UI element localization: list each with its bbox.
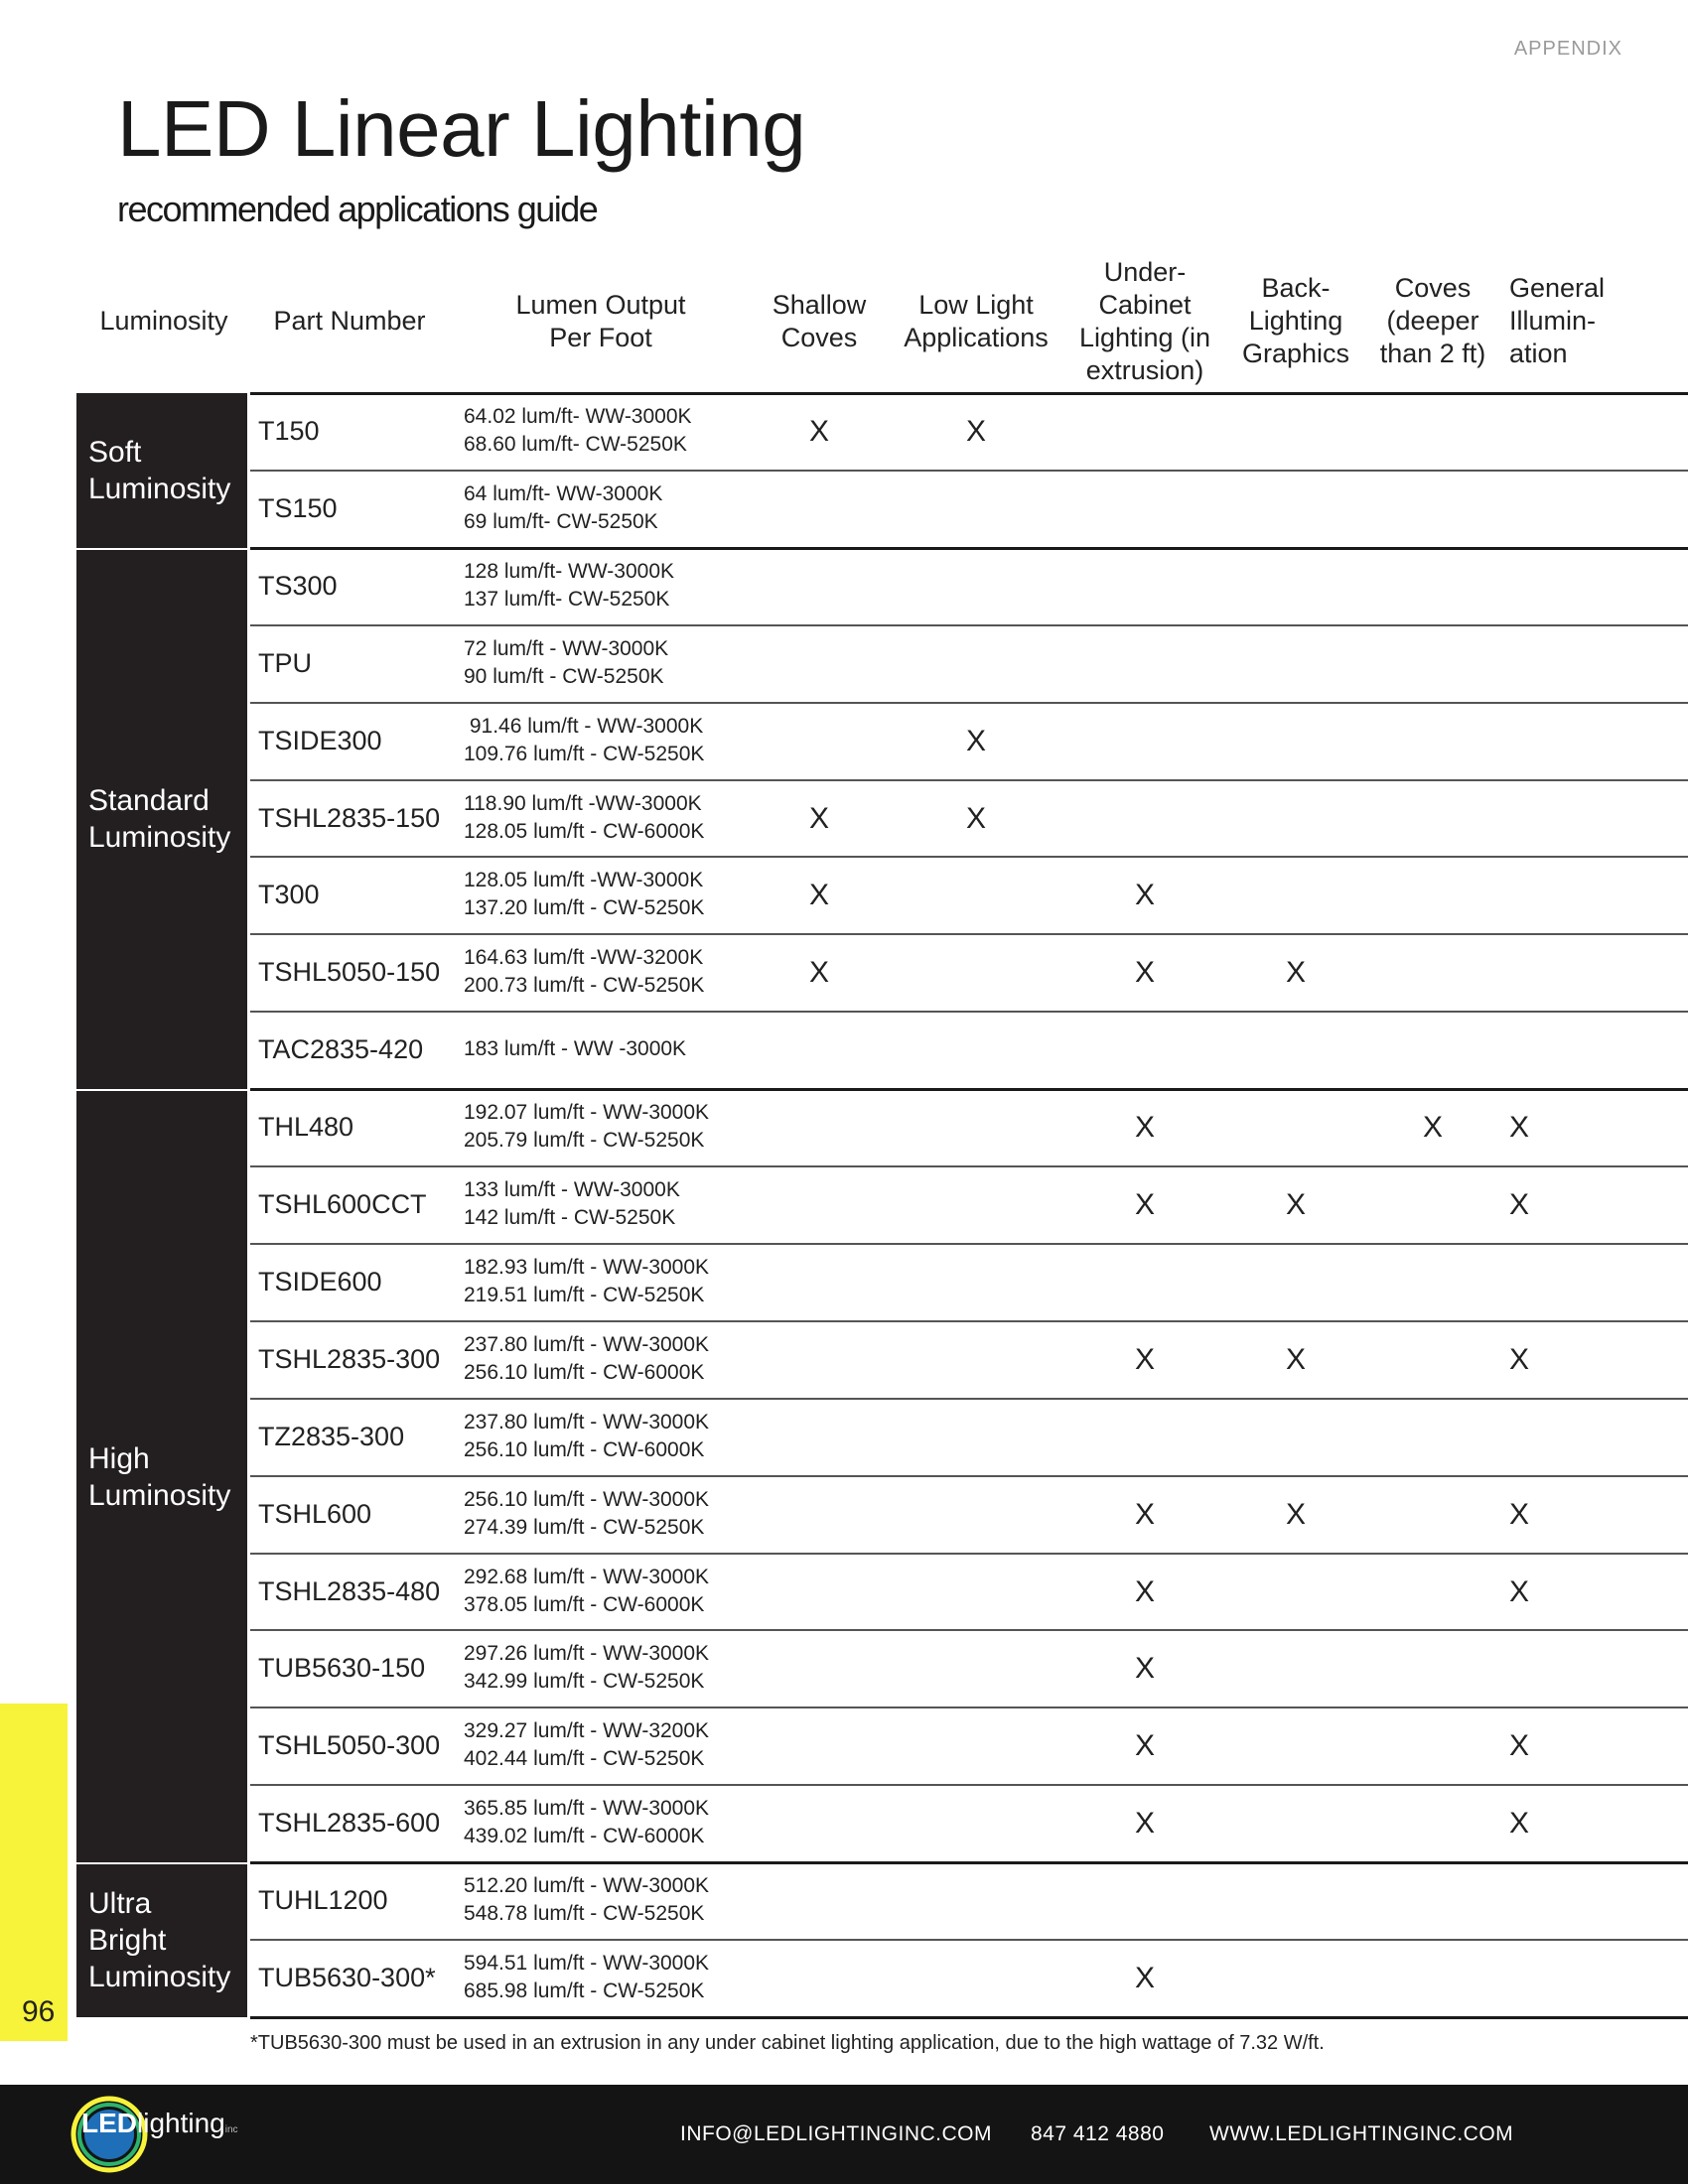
luminosity-group-label: Soft Luminosity xyxy=(88,435,231,505)
lumen-line: 64.02 lum/ft- WW-3000K xyxy=(464,405,692,428)
table-row xyxy=(250,393,1688,470)
lumen-line: 72 lum/ft - WW-3000K xyxy=(464,636,669,660)
lumen-line: 142 lum/ft - CW-5250K xyxy=(464,1206,676,1229)
lumen-line: 292.68 lum/ft - WW-3000K xyxy=(464,1565,710,1588)
row-divider xyxy=(250,1475,1688,1477)
part-number: TZ2835-300 xyxy=(258,1421,405,1451)
lumen-line: 256.10 lum/ft - WW-3000K xyxy=(464,1487,710,1511)
lumen-line: 182.93 lum/ft - WW-3000K xyxy=(464,1255,710,1279)
header-luminosity: Luminosity xyxy=(99,306,228,336)
lumen-output xyxy=(464,1564,709,1619)
row-divider xyxy=(250,1553,1688,1555)
part-number: THL480 xyxy=(258,1112,354,1143)
logo-lighting-text: lighting xyxy=(137,2108,225,2138)
part-number: TSHL5050-150 xyxy=(258,957,441,988)
footer-email-link[interactable]: INFO@LEDLIGHTINGINC.COM xyxy=(680,2122,993,2145)
header-lumen-output: Lumen Output Per Foot xyxy=(515,290,686,352)
lumen-output xyxy=(464,635,668,691)
table-row xyxy=(250,548,1688,624)
lumen-line: 133 lum/ft - WW-3000K xyxy=(464,1178,680,1201)
row-divider xyxy=(250,702,1688,704)
application-mark: X xyxy=(1134,1497,1155,1531)
header-part-number: Part Number xyxy=(273,306,426,336)
luminosity-group-label: Standard Luminosity xyxy=(88,784,231,855)
lumen-line: 137.20 lum/ft - CW-5250K xyxy=(464,896,705,920)
luminosity-group xyxy=(76,393,247,548)
application-mark: X xyxy=(808,415,829,448)
lumen-line: 297.26 lum/ft - WW-3000K xyxy=(464,1642,710,1666)
part-number: T300 xyxy=(258,880,320,910)
row-divider xyxy=(250,1320,1688,1322)
table-row xyxy=(250,1862,1688,1939)
lumen-line: 512.20 lum/ft - WW-3000K xyxy=(464,1874,710,1898)
lumen-output xyxy=(464,944,704,1000)
lumen-line: 118.90 lum/ft -WW-3000K xyxy=(464,791,702,815)
lumen-output xyxy=(464,1950,709,2005)
lumen-line: 183 lum/ft - WW -3000K xyxy=(464,1037,687,1061)
lumen-line: 128.05 lum/ft - CW-6000K xyxy=(464,819,705,843)
lumen-line: 200.73 lum/ft - CW-5250K xyxy=(464,974,705,998)
table-row xyxy=(250,1554,1688,1630)
lumen-output xyxy=(464,867,704,922)
lumen-line: 219.51 lum/ft - CW-5250K xyxy=(464,1283,705,1306)
application-mark: X xyxy=(1422,1111,1443,1145)
page-title: LED Linear Lighting xyxy=(117,84,806,173)
luminosity-group-label: Ultra Bright Luminosity xyxy=(88,1887,231,1994)
application-mark: X xyxy=(1134,1111,1155,1145)
lumen-output xyxy=(464,713,704,768)
application-mark: X xyxy=(1508,1188,1529,1221)
part-number: TS300 xyxy=(258,570,338,601)
application-mark: X xyxy=(1285,1497,1306,1531)
lumen-output xyxy=(464,1795,709,1850)
lumen-line: 68.60 lum/ft- CW-5250K xyxy=(464,433,687,456)
table-row xyxy=(250,625,1688,702)
page-number: 96 xyxy=(22,1995,56,2028)
part-number: TSHL5050-300 xyxy=(258,1730,441,1761)
lumen-line: 378.05 lum/ft - CW-6000K xyxy=(464,1592,705,1616)
application-mark: X xyxy=(1508,1497,1529,1531)
application-mark: X xyxy=(1134,956,1155,990)
logo-inc-text: inc xyxy=(224,2124,238,2135)
application-mark: X xyxy=(965,724,986,757)
table-row xyxy=(250,934,1688,1011)
lumen-line: 439.02 lum/ft - CW-6000K xyxy=(464,1825,705,1848)
header-back-lighting: Back- Lighting Graphics xyxy=(1241,273,1350,368)
lumen-line: 256.10 lum/ft - CW-6000K xyxy=(464,1360,705,1384)
lumen-line: 402.44 lum/ft - CW-5250K xyxy=(464,1747,705,1771)
lumen-line: 274.39 lum/ft - CW-5250K xyxy=(464,1515,705,1539)
lumen-line: 64 lum/ft- WW-3000K xyxy=(464,481,663,505)
header-low-light: Low Light Applications xyxy=(904,290,1049,352)
lumen-output xyxy=(464,1331,709,1387)
table-row xyxy=(250,1630,1688,1706)
lumen-line: 256.10 lum/ft - CW-6000K xyxy=(464,1437,705,1461)
table-row xyxy=(250,1785,1688,1861)
lumen-line: 91.46 lum/ft - WW-3000K xyxy=(464,714,704,738)
part-number: TUB5630-150 xyxy=(258,1653,426,1684)
lumen-line: 128 lum/ft- WW-3000K xyxy=(464,559,675,583)
footer-bar xyxy=(0,2085,1688,2184)
application-mark: X xyxy=(1285,1188,1306,1221)
application-mark: X xyxy=(1508,1342,1529,1376)
row-divider xyxy=(250,1629,1688,1631)
lumen-output xyxy=(464,1640,709,1696)
application-mark: X xyxy=(808,956,829,990)
lumen-line: 342.99 lum/ft - CW-5250K xyxy=(464,1670,705,1694)
lumen-line: 128.05 lum/ft -WW-3000K xyxy=(464,869,704,892)
application-mark: X xyxy=(1134,1652,1155,1686)
part-number: TAC2835-420 xyxy=(258,1034,424,1065)
table-row xyxy=(250,1476,1688,1553)
luminosity-group-label: High Luminosity xyxy=(88,1441,231,1512)
row-divider xyxy=(250,856,1688,858)
lumen-line: 237.80 lum/ft - WW-3000K xyxy=(464,1332,710,1356)
row-divider xyxy=(250,470,1688,472)
application-mark: X xyxy=(1134,1807,1155,1841)
lumen-line: 192.07 lum/ft - WW-3000K xyxy=(464,1101,710,1125)
lumen-output xyxy=(464,790,704,846)
part-number: TSHL600 xyxy=(258,1498,372,1529)
header-general-illumination: General Illumin- ation xyxy=(1509,273,1606,368)
header-coves-deeper: Coves (deeper than 2 ft) xyxy=(1379,273,1486,368)
part-number: TS150 xyxy=(258,492,338,523)
lumen-line: 69 lum/ft- CW-5250K xyxy=(464,509,658,533)
lumen-output xyxy=(464,480,662,536)
part-number: TSIDE300 xyxy=(258,725,382,755)
application-mark: X xyxy=(1285,956,1306,990)
table-row xyxy=(250,1321,1688,1398)
lumen-output xyxy=(464,558,674,614)
table-bottom-border xyxy=(250,2016,1688,2019)
footer-website-link[interactable]: WWW.LEDLIGHTINGINC.COM xyxy=(1209,2122,1514,2145)
part-number: TUB5630-300* xyxy=(258,1963,436,1992)
application-mark: X xyxy=(1134,1962,1155,1994)
application-mark: X xyxy=(1134,879,1155,912)
application-mark: X xyxy=(1285,1342,1306,1376)
row-divider xyxy=(250,1165,1688,1167)
lumen-output xyxy=(464,1486,709,1542)
part-number: TSIDE600 xyxy=(258,1266,382,1297)
lumen-line: 90 lum/ft - CW-5250K xyxy=(464,664,664,688)
part-number: TSHL2835-600 xyxy=(258,1808,441,1839)
lumen-output xyxy=(464,1035,686,1063)
row-divider xyxy=(250,1784,1688,1786)
appendix-label: APPENDIX xyxy=(1513,38,1622,60)
table-row xyxy=(250,857,1688,933)
lumen-output xyxy=(464,1872,709,1928)
page-subtitle: recommended applications guide xyxy=(117,189,598,229)
table-row xyxy=(250,1244,1688,1320)
row-divider xyxy=(250,933,1688,935)
footer-phone-link[interactable]: 847 412 4880 xyxy=(1031,2122,1165,2145)
application-mark: X xyxy=(1134,1574,1155,1608)
lumen-output xyxy=(464,1409,709,1464)
part-number: TUHL1200 xyxy=(258,1885,388,1916)
lumen-line: 594.51 lum/ft - WW-3000K xyxy=(464,1952,710,1975)
row-divider xyxy=(250,1706,1688,1708)
logo-led-text: LED xyxy=(81,2108,137,2138)
lumen-output xyxy=(464,1254,709,1309)
application-mark: X xyxy=(808,879,829,912)
lumen-line: 365.85 lum/ft - WW-3000K xyxy=(464,1797,710,1821)
part-number: TSHL600CCT xyxy=(258,1189,427,1219)
lumen-line: 548.78 lum/ft - CW-5250K xyxy=(464,1902,705,1926)
lumen-output xyxy=(464,403,692,459)
table-row xyxy=(250,780,1688,857)
row-divider xyxy=(250,779,1688,781)
part-number: TSHL2835-480 xyxy=(258,1575,441,1606)
header-shallow-coves: Shallow Coves xyxy=(772,290,867,352)
application-mark: X xyxy=(1134,1188,1155,1221)
footnote: *TUB5630-300 must be used in an extrusion in any under cabinet lighting application, due to the high wattage of 7.32 W/ft. xyxy=(250,2032,1325,2054)
row-divider xyxy=(250,624,1688,626)
application-mark: X xyxy=(1508,1111,1529,1145)
lumen-output xyxy=(464,1099,709,1155)
luminosity-group xyxy=(76,1091,247,1862)
table-row xyxy=(250,703,1688,779)
logo-wordmark xyxy=(81,2108,238,2139)
table-row xyxy=(250,1399,1688,1475)
lumen-line: 237.80 lum/ft - WW-3000K xyxy=(464,1410,710,1433)
yellow-side-tab xyxy=(0,1704,68,2041)
application-mark: X xyxy=(965,415,986,448)
row-divider xyxy=(250,1243,1688,1245)
luminosity-group xyxy=(76,550,247,1089)
lumen-output xyxy=(464,1176,680,1232)
application-mark: X xyxy=(1508,1729,1529,1763)
lumen-line: 685.98 lum/ft - CW-5250K xyxy=(464,1979,705,2002)
header-under-cabinet: Under- Cabinet Lighting (in extrusion) xyxy=(1078,257,1211,385)
lumen-line: 137 lum/ft- CW-5250K xyxy=(464,587,670,611)
lumen-line: 109.76 lum/ft - CW-5250K xyxy=(464,742,705,765)
application-mark: X xyxy=(965,801,986,835)
lumen-output xyxy=(464,1717,709,1773)
application-mark: X xyxy=(1508,1574,1529,1608)
lumen-line: 164.63 lum/ft -WW-3200K xyxy=(464,946,704,970)
part-number: TSHL2835-150 xyxy=(258,802,441,833)
row-divider xyxy=(250,1939,1688,1941)
row-divider xyxy=(250,1011,1688,1013)
table-row xyxy=(250,1166,1688,1243)
application-mark: X xyxy=(1134,1729,1155,1763)
table-row xyxy=(250,1707,1688,1784)
table-row xyxy=(250,471,1688,547)
application-mark: X xyxy=(1134,1342,1155,1376)
part-number: TPU xyxy=(258,647,312,678)
row-divider xyxy=(250,1398,1688,1400)
lumen-line: 205.79 lum/ft - CW-5250K xyxy=(464,1129,705,1153)
table-row xyxy=(250,1089,1688,1165)
table-row xyxy=(250,1940,1688,2016)
lumen-line: 329.27 lum/ft - WW-3200K xyxy=(464,1719,710,1743)
table-row xyxy=(250,1012,1688,1088)
luminosity-group xyxy=(76,1864,247,2017)
application-mark: X xyxy=(1508,1807,1529,1841)
application-mark: X xyxy=(808,801,829,835)
part-number: TSHL2835-300 xyxy=(258,1343,441,1374)
part-number: T150 xyxy=(258,416,320,446)
